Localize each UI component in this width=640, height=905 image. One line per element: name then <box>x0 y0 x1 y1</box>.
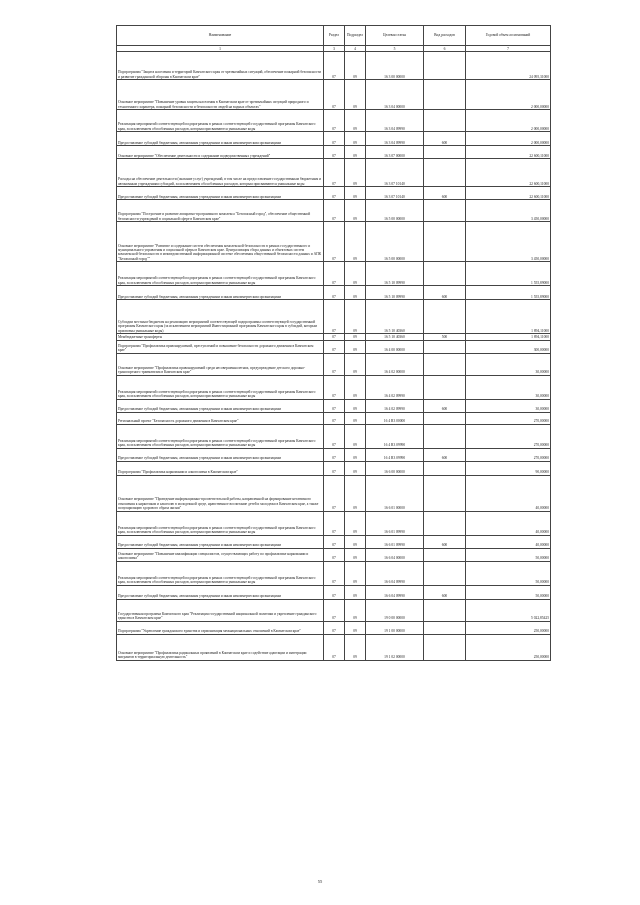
row-expense-cell: 600 <box>424 286 466 300</box>
row-subsection-cell: 09 <box>345 561 366 585</box>
row-name-cell: Предоставление субсидий бюджетным, автономным учреждениям и иным некоммерческим организациям <box>117 585 324 599</box>
row-name-cell: Основное мероприятие "Проведение информационно-просветительской работы, направленной на формирование негативного отношения к наркотикам и алкоголю в молодежной среде, нравственное воспитание детей и молодежи в Камчатском крае, а также популяризацию здорового образа жизни" <box>117 475 324 511</box>
row-target-cell: 16 3 07 00000 <box>366 146 424 159</box>
row-name-cell: Подпрограмма "Профилактика правонарушений, преступлений и повышение безопасности дорожного движения в Камчатском крае" <box>117 340 324 353</box>
row-amount-cell: 270,00000 <box>466 412 551 424</box>
row-amount-cell: 3 450,00000 <box>466 222 551 262</box>
row-expense-cell <box>424 146 466 159</box>
row-target-cell: 16 3 04 00000 <box>366 80 424 110</box>
row-section-cell: 07 <box>324 300 345 334</box>
col-number: 3 <box>324 46 345 52</box>
row-subsection-cell: 09 <box>345 80 366 110</box>
row-expense-cell: 600 <box>424 585 466 599</box>
row-amount-cell: 50,00000 <box>466 548 551 561</box>
row-subsection-cell: 09 <box>345 200 366 222</box>
row-amount-cell: 30,00000 <box>466 353 551 375</box>
row-target-cell: 16 4 02 09990 <box>366 399 424 412</box>
col-number: 4 <box>345 46 366 52</box>
row-expense-cell <box>424 110 466 132</box>
row-section-cell: 07 <box>324 222 345 262</box>
row-expense-cell <box>424 262 466 286</box>
row-name-cell: Подпрограмма "Построение и развитие аппаратно-программного комплекса "Безопасный город", обеспечение общественной безопасности учреждений в социальной сфере в Камчатском крае" <box>117 200 324 222</box>
table-row <box>117 340 551 353</box>
row-section-cell: 07 <box>324 353 345 375</box>
row-section-cell: 07 <box>324 548 345 561</box>
row-target-cell: 16 4 R3 09990 <box>366 448 424 461</box>
row-expense-cell: 600 <box>424 399 466 412</box>
table-row <box>117 548 551 561</box>
row-section-cell: 07 <box>324 334 345 340</box>
row-target-cell: 16 3 07 10140 <box>366 159 424 187</box>
row-name-cell: Государственная программа Камчатского края "Реализация государственной национальной политики и укрепление гражданского единства в Камчатском крае" <box>117 599 324 621</box>
row-expense-cell <box>424 621 466 634</box>
row-amount-cell: 270,00000 <box>466 448 551 461</box>
row-section-cell: 07 <box>324 561 345 585</box>
row-subsection-cell: 09 <box>345 300 366 334</box>
row-amount-cell: 40,00000 <box>466 535 551 548</box>
table-row <box>117 511 551 535</box>
col-section-header: Раздел <box>324 26 345 46</box>
row-name-cell: Подпрограмма "Укрепление гражданского единства и гармонизация межнациональных отношений в Камчатском крае" <box>117 621 324 634</box>
row-name-cell: Основное мероприятие "Повышение уровня защиты населения в Камчатском крае от чрезвычайных ситуаций природного и техногенного характера, пожарной безопасности и безопасности людей на водных объектах" <box>117 80 324 110</box>
row-name-cell: Предоставление субсидий бюджетным, автономным учреждениям и иным некоммерческим организациям <box>117 132 324 146</box>
row-amount-cell: 30,00000 <box>466 375 551 399</box>
row-subsection-cell: 09 <box>345 146 366 159</box>
row-expense-cell <box>424 80 466 110</box>
col-target-header: Целевая статья <box>366 26 424 46</box>
col-number: 1 <box>117 46 324 52</box>
row-section-cell: 07 <box>324 132 345 146</box>
row-amount-cell: 5 022,85425 <box>466 599 551 621</box>
row-section-cell: 07 <box>324 599 345 621</box>
row-subsection-cell: 09 <box>345 475 366 511</box>
row-amount-cell: 1 555,89000 <box>466 286 551 300</box>
row-name-cell: Основное мероприятие "Развитие и содержание систем обеспечения комплексной безопасности в рамках государственного и муниципального управления и социальной сферы в Камчатском крае. Централизация сбора данных и объектовых систем комплексной безопасности в межведомственной информационной системе обеспечения общественной безопасности данных и АПК "Безопасный город"" <box>117 222 324 262</box>
row-section-cell: 07 <box>324 110 345 132</box>
row-target-cell: 16 4 02 00000 <box>366 353 424 375</box>
row-amount-cell: 50,00000 <box>466 585 551 599</box>
row-target-cell: 16 6 01 09990 <box>366 535 424 548</box>
col-subsection-header: Подраздел <box>345 26 366 46</box>
row-section-cell: 07 <box>324 535 345 548</box>
row-name-cell: Подпрограмма "Защита населения и территорий Камчатского края от чрезвычайных ситуаций, обеспечение пожарной безопасности и развитие гражданской обороны в Камчатском крае" <box>117 52 324 80</box>
row-section-cell: 07 <box>324 621 345 634</box>
row-section-cell: 07 <box>324 340 345 353</box>
table-row <box>117 353 551 375</box>
row-expense-cell <box>424 424 466 448</box>
row-subsection-cell: 09 <box>345 511 366 535</box>
row-amount-cell: 30,00000 <box>466 399 551 412</box>
table-row <box>117 375 551 399</box>
row-name-cell: Реализация мероприятий соответствующей подпрограммы в рамках соответствующей государственной программы Камчатского края, за исключением обособленных расходов, которым присваиваются уникальные коды <box>117 110 324 132</box>
row-section-cell: 07 <box>324 146 345 159</box>
col-amount-header: Годовой объем ассигнований <box>466 26 551 46</box>
row-amount-cell: 1 555,89000 <box>466 262 551 286</box>
row-expense-cell <box>424 222 466 262</box>
row-subsection-cell: 09 <box>345 132 366 146</box>
row-target-cell: 16 5 00 00000 <box>366 200 424 222</box>
row-target-cell: 16 3 00 00000 <box>366 52 424 80</box>
row-amount-cell: 1 894,11000 <box>466 334 551 340</box>
table-row <box>117 585 551 599</box>
table-row <box>117 424 551 448</box>
row-subsection-cell: 09 <box>345 110 366 132</box>
row-name-cell: Подпрограмма "Профилактика наркомании и алкоголизма в Камчатском крае" <box>117 461 324 475</box>
row-target-cell: 16 3 04 09990 <box>366 132 424 146</box>
row-amount-cell: 40,00000 <box>466 511 551 535</box>
row-name-cell: Основное мероприятие "Профилактика правонарушений среди несовершеннолетних, предупреждение детского дорожно-транспортного травматизма в Камчатском крае" <box>117 353 324 375</box>
row-target-cell: 16 4 R3 00000 <box>366 412 424 424</box>
row-section-cell: 07 <box>324 585 345 599</box>
row-expense-cell <box>424 511 466 535</box>
row-target-cell: 16 5 10 09990 <box>366 286 424 300</box>
row-amount-cell: 40,00000 <box>466 475 551 511</box>
table-row <box>117 200 551 222</box>
row-subsection-cell: 09 <box>345 353 366 375</box>
row-section-cell: 07 <box>324 475 345 511</box>
row-target-cell: 16 5 10 40360 <box>366 334 424 340</box>
table-body <box>117 52 551 660</box>
row-expense-cell <box>424 353 466 375</box>
row-target-cell: 16 6 04 00000 <box>366 548 424 561</box>
col-number: 6 <box>424 46 466 52</box>
row-target-cell: 19 1 00 00000 <box>366 621 424 634</box>
row-section-cell: 07 <box>324 412 345 424</box>
row-subsection-cell: 09 <box>345 424 366 448</box>
table-row <box>117 187 551 200</box>
row-expense-cell <box>424 475 466 511</box>
table-row <box>117 222 551 262</box>
row-target-cell: 16 5 10 40360 <box>366 300 424 334</box>
row-amount-cell: 22 600,11000 <box>466 187 551 200</box>
row-subsection-cell: 09 <box>345 375 366 399</box>
table-row <box>117 159 551 187</box>
row-name-cell: Основное мероприятие "Профилактика радикальных проявлений в Камчатском крае и содействие адаптации и интеграции мигрантов в территориальную деятельность" <box>117 634 324 660</box>
table-row <box>117 561 551 585</box>
row-amount-cell: 3 450,00000 <box>466 200 551 222</box>
table-row <box>117 146 551 159</box>
row-subsection-cell: 09 <box>345 399 366 412</box>
row-amount-cell: 2 000,00000 <box>466 110 551 132</box>
row-subsection-cell: 09 <box>345 159 366 187</box>
row-name-cell: Основное мероприятие "Обеспечение деятельности и содержание подведомственных учреждений" <box>117 146 324 159</box>
row-subsection-cell: 09 <box>345 412 366 424</box>
table-row <box>117 286 551 300</box>
row-subsection-cell: 09 <box>345 334 366 340</box>
row-target-cell: 16 6 01 09990 <box>366 511 424 535</box>
row-target-cell: 19 1 02 00000 <box>366 634 424 660</box>
row-amount-cell: 2 000,00000 <box>466 80 551 110</box>
row-amount-cell: 270,00000 <box>466 424 551 448</box>
row-subsection-cell: 09 <box>345 461 366 475</box>
row-target-cell: 16 6 04 09990 <box>366 561 424 585</box>
row-expense-cell <box>424 561 466 585</box>
table-row <box>117 448 551 461</box>
row-amount-cell: 50,00000 <box>466 561 551 585</box>
row-subsection-cell: 09 <box>345 222 366 262</box>
row-subsection-cell: 09 <box>345 599 366 621</box>
row-name-cell: Расходы на обеспечение деятельности (оказание услуг) учреждений, в том числе на предоставление государственным бюджетным и автономным учреждениям субсидий, за исключением обособленных расходов, которым присваиваются уникальные коды <box>117 159 324 187</box>
row-amount-cell: 300,00000 <box>466 340 551 353</box>
row-target-cell: 16 3 07 10140 <box>366 187 424 200</box>
col-number: 5 <box>366 46 424 52</box>
row-expense-cell: 500 <box>424 334 466 340</box>
row-expense-cell: 600 <box>424 132 466 146</box>
table-row <box>117 634 551 660</box>
row-section-cell: 07 <box>324 424 345 448</box>
row-expense-cell <box>424 412 466 424</box>
row-target-cell: 16 4 R3 09990 <box>366 424 424 448</box>
row-amount-cell: 250,00000 <box>466 621 551 634</box>
row-subsection-cell: 09 <box>345 535 366 548</box>
row-name-cell: Предоставление субсидий бюджетным, автономным учреждениям и иным некоммерческим организациям <box>117 286 324 300</box>
table-row <box>117 461 551 475</box>
row-section-cell: 07 <box>324 634 345 660</box>
row-expense-cell <box>424 300 466 334</box>
row-section-cell: 07 <box>324 286 345 300</box>
row-target-cell: 16 6 01 00000 <box>366 475 424 511</box>
row-target-cell: 16 6 00 00000 <box>366 461 424 475</box>
row-name-cell: Реализация мероприятий соответствующей подпрограммы в рамках соответствующей государственной программы Камчатского края, за исключением обособленных расходов, которым присваиваются уникальные коды <box>117 262 324 286</box>
col-name-header: Наименование <box>117 26 324 46</box>
row-expense-cell: 600 <box>424 535 466 548</box>
row-name-cell: Реализация мероприятий соответствующей подпрограммы в рамках соответствующей государственной программы Камчатского края, за исключением обособленных расходов, которым присваиваются уникальные коды <box>117 375 324 399</box>
row-subsection-cell: 09 <box>345 448 366 461</box>
row-subsection-cell: 09 <box>345 340 366 353</box>
row-name-cell: Предоставление субсидий бюджетным, автономным учреждениям и иным некоммерческим организациям <box>117 535 324 548</box>
table-row <box>117 52 551 80</box>
row-name-cell: Основное мероприятие "Повышение квалификации специалистов, осуществляющих работу по профилактике наркомании и алкоголизма" <box>117 548 324 561</box>
row-amount-cell: 24 095,31000 <box>466 52 551 80</box>
row-section-cell: 07 <box>324 52 345 80</box>
row-section-cell: 07 <box>324 511 345 535</box>
row-section-cell: 07 <box>324 262 345 286</box>
row-target-cell: 16 3 04 09990 <box>366 110 424 132</box>
row-amount-cell: 22 600,11000 <box>466 159 551 187</box>
row-section-cell: 07 <box>324 375 345 399</box>
row-expense-cell <box>424 461 466 475</box>
row-name-cell: Реализация мероприятий соответствующей подпрограммы в рамках соответствующей государственной программы Камчатского края, за исключением обособленных расходов, которым присваиваются уникальные коды <box>117 561 324 585</box>
row-section-cell: 07 <box>324 80 345 110</box>
row-section-cell: 07 <box>324 200 345 222</box>
row-section-cell: 07 <box>324 187 345 200</box>
row-subsection-cell: 09 <box>345 187 366 200</box>
row-section-cell: 07 <box>324 461 345 475</box>
row-subsection-cell: 09 <box>345 286 366 300</box>
table-row <box>117 399 551 412</box>
row-expense-cell <box>424 634 466 660</box>
row-amount-cell: 90,00000 <box>466 461 551 475</box>
table-row <box>117 412 551 424</box>
row-target-cell: 19 0 00 00000 <box>366 599 424 621</box>
table-row <box>117 599 551 621</box>
table-row <box>117 475 551 511</box>
row-name-cell: Предоставление субсидий бюджетным, автономным учреждениям и иным некоммерческим организациям <box>117 187 324 200</box>
table-row <box>117 621 551 634</box>
row-name-cell: Реализация мероприятий соответствующей подпрограммы в рамках соответствующей государственной программы Камчатского края, за исключением обособленных расходов, которым присваиваются уникальные коды <box>117 511 324 535</box>
row-name-cell: Субсидии местным бюджетам на реализацию мероприятий соответствующей подпрограммы соответствующей государственной программы Камчатского края (за исключением мероприятий Инвестиционной программы Камчатского края в субсидий, которым присвоены уникальные коды) <box>117 300 324 334</box>
row-expense-cell <box>424 159 466 187</box>
row-target-cell: 16 4 02 09990 <box>366 375 424 399</box>
table-row <box>117 300 551 334</box>
table-row <box>117 262 551 286</box>
row-subsection-cell: 09 <box>345 262 366 286</box>
row-expense-cell: 600 <box>424 448 466 461</box>
col-number: 7 <box>466 46 551 52</box>
budget-table-sheet <box>116 25 550 661</box>
row-subsection-cell: 09 <box>345 634 366 660</box>
row-amount-cell: 22 600,11000 <box>466 146 551 159</box>
budget-table <box>116 25 551 661</box>
row-subsection-cell: 09 <box>345 585 366 599</box>
row-expense-cell <box>424 340 466 353</box>
row-amount-cell: 1 894,11000 <box>466 300 551 334</box>
col-expense-header: Вид расходов <box>424 26 466 46</box>
row-subsection-cell: 09 <box>345 621 366 634</box>
row-expense-cell <box>424 599 466 621</box>
row-section-cell: 07 <box>324 159 345 187</box>
row-section-cell: 07 <box>324 448 345 461</box>
row-name-cell: Реализация мероприятий соответствующей подпрограммы в рамках соответствующей государственной программы Камчатского края, за исключением обособленных расходов, которым присваиваются уникальные коды <box>117 424 324 448</box>
row-expense-cell <box>424 548 466 561</box>
row-name-cell: Региональный проект "Безопасность дорожного движения в Камчатском крае" <box>117 412 324 424</box>
row-subsection-cell: 09 <box>345 52 366 80</box>
row-subsection-cell: 09 <box>345 548 366 561</box>
table-row <box>117 535 551 548</box>
row-amount-cell: 2 000,00000 <box>466 132 551 146</box>
table-row <box>117 80 551 110</box>
row-expense-cell <box>424 200 466 222</box>
row-expense-cell: 600 <box>424 187 466 200</box>
row-expense-cell <box>424 375 466 399</box>
row-expense-cell <box>424 52 466 80</box>
row-name-cell: Предоставление субсидий бюджетным, автономным учреждениям и иным некоммерческим организациям <box>117 399 324 412</box>
row-target-cell: 16 4 00 00000 <box>366 340 424 353</box>
row-section-cell: 07 <box>324 399 345 412</box>
row-name-cell: Межбюджетные трансферты <box>117 334 324 340</box>
row-target-cell: 16 6 04 09990 <box>366 585 424 599</box>
page-number: 55 <box>317 879 323 884</box>
table-row <box>117 132 551 146</box>
row-target-cell: 16 5 00 00000 <box>366 222 424 262</box>
table-row <box>117 110 551 132</box>
row-target-cell: 16 5 10 09990 <box>366 262 424 286</box>
row-name-cell: Предоставление субсидий бюджетным, автономным учреждениям и иным некоммерческим организациям <box>117 448 324 461</box>
row-amount-cell: 250,00000 <box>466 634 551 660</box>
